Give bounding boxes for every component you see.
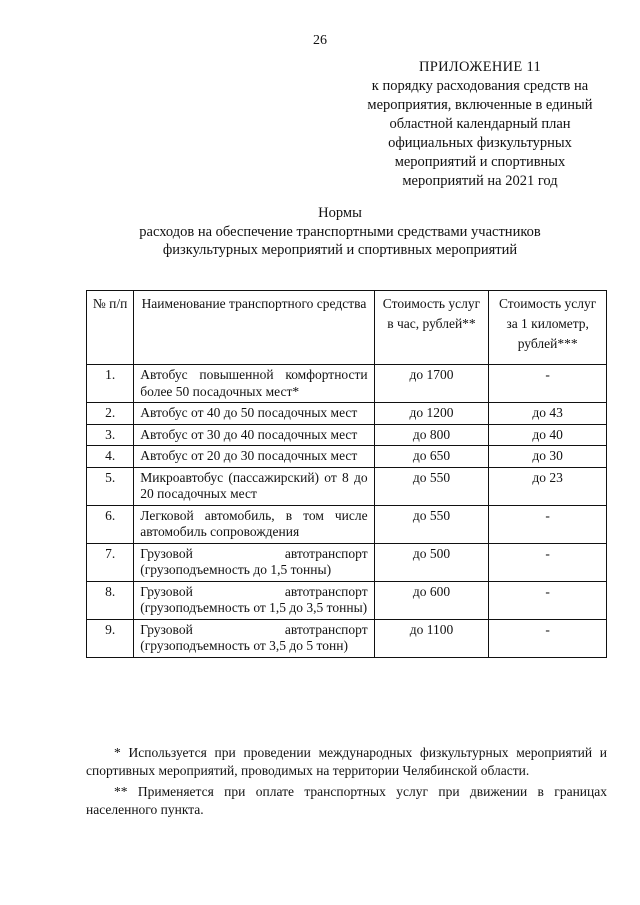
cell-name: Автобус повышенной комфортности более 50 посадочных мест*	[134, 365, 374, 403]
table-header-row	[87, 291, 607, 365]
cell-per-km: до 43	[489, 403, 607, 425]
cell-num: 8.	[87, 581, 134, 619]
heading-title: Нормы	[318, 205, 362, 221]
heading-line: физкультурных мероприятий и спортивных мероприятий	[162, 242, 518, 258]
cell-per-hour: до 1700	[374, 365, 489, 403]
norms-table	[86, 290, 607, 658]
header-per-km: Стоимость услуг за 1 километр, рублей***	[489, 291, 607, 365]
cell-num: 5.	[87, 467, 134, 505]
cell-num: 3.	[87, 424, 134, 446]
table-row	[87, 365, 607, 403]
footnote: * Используется при проведении международных физкультурных мероприятий и спортивных мероприятий, проводимых на территории Челябинской области.	[86, 745, 607, 778]
document-heading	[60, 204, 620, 260]
cell-per-hour: до 1200	[374, 403, 489, 425]
appendix-line: областной календарный план	[389, 116, 571, 132]
table-row	[87, 424, 607, 446]
cell-per-km: до 30	[489, 446, 607, 468]
cell-per-hour: до 600	[374, 581, 489, 619]
cell-name: Автобус от 20 до 30 посадочных мест	[134, 446, 374, 468]
cell-per-hour: до 650	[374, 446, 489, 468]
cell-name: Грузовой автотранспорт (грузоподъемность от 1,5 до 3,5 тонны)	[134, 581, 374, 619]
header-name: Наименование транспортного средства	[134, 291, 374, 365]
cell-name: Микроавтобус (пассажирский) от 8 до 20 посадочных мест	[134, 467, 374, 505]
table-row	[87, 446, 607, 468]
cell-per-hour: до 550	[374, 467, 489, 505]
cell-num: 2.	[87, 403, 134, 425]
cell-name: Грузовой автотранспорт (грузоподъемность от 3,5 до 5 тонн)	[134, 619, 374, 657]
cell-per-km: -	[489, 543, 607, 581]
heading-line: расходов на обеспечение транспортными средствами участников	[139, 223, 541, 240]
cell-per-hour: до 800	[374, 424, 489, 446]
table-row	[87, 581, 607, 619]
cell-name: Автобус от 30 до 40 посадочных мест	[134, 424, 374, 446]
appendix-line: мероприятий и спортивных	[394, 154, 566, 170]
appendix-line: к порядку расходования средств на	[371, 78, 589, 94]
header-per-hour: Стоимость услуг в час, рублей**	[374, 291, 489, 365]
appendix-line: мероприятия, включенные в единый	[367, 97, 593, 113]
footnotes	[86, 744, 607, 819]
cell-num: 6.	[87, 505, 134, 543]
cell-num: 4.	[87, 446, 134, 468]
cell-num: 7.	[87, 543, 134, 581]
cell-per-km: до 23	[489, 467, 607, 505]
table-row	[87, 467, 607, 505]
appendix-title: ПРИЛОЖЕНИЕ 11	[418, 59, 542, 75]
table-row	[87, 543, 607, 581]
cell-name: Грузовой автотранспорт (грузоподъемность до 1,5 тонны)	[134, 543, 374, 581]
cell-per-km: -	[489, 619, 607, 657]
cell-name: Автобус от 40 до 50 посадочных мест	[134, 403, 374, 425]
appendix-line: мероприятий на 2021 год	[402, 173, 558, 189]
table-row	[87, 505, 607, 543]
cell-per-hour: до 1100	[374, 619, 489, 657]
appendix-line: официальных физкультурных	[388, 135, 572, 151]
cell-per-km: до 40	[489, 424, 607, 446]
cell-per-hour: до 500	[374, 543, 489, 581]
header-num: № п/п	[87, 291, 134, 365]
appendix-block	[330, 58, 630, 191]
cell-name: Легковой автомобиль, в том числе автомобиль сопровождения	[134, 505, 374, 543]
cell-per-km: -	[489, 581, 607, 619]
cell-per-km: -	[489, 505, 607, 543]
footnote: ** Применяется при оплате транспортных услуг при движении в границах населенного пункта.	[86, 784, 607, 817]
table-row	[87, 619, 607, 657]
cell-num: 1.	[87, 365, 134, 403]
page-number: 26	[313, 33, 327, 48]
cell-num: 9.	[87, 619, 134, 657]
cell-per-km: -	[489, 365, 607, 403]
cell-per-hour: до 550	[374, 505, 489, 543]
table-row	[87, 403, 607, 425]
